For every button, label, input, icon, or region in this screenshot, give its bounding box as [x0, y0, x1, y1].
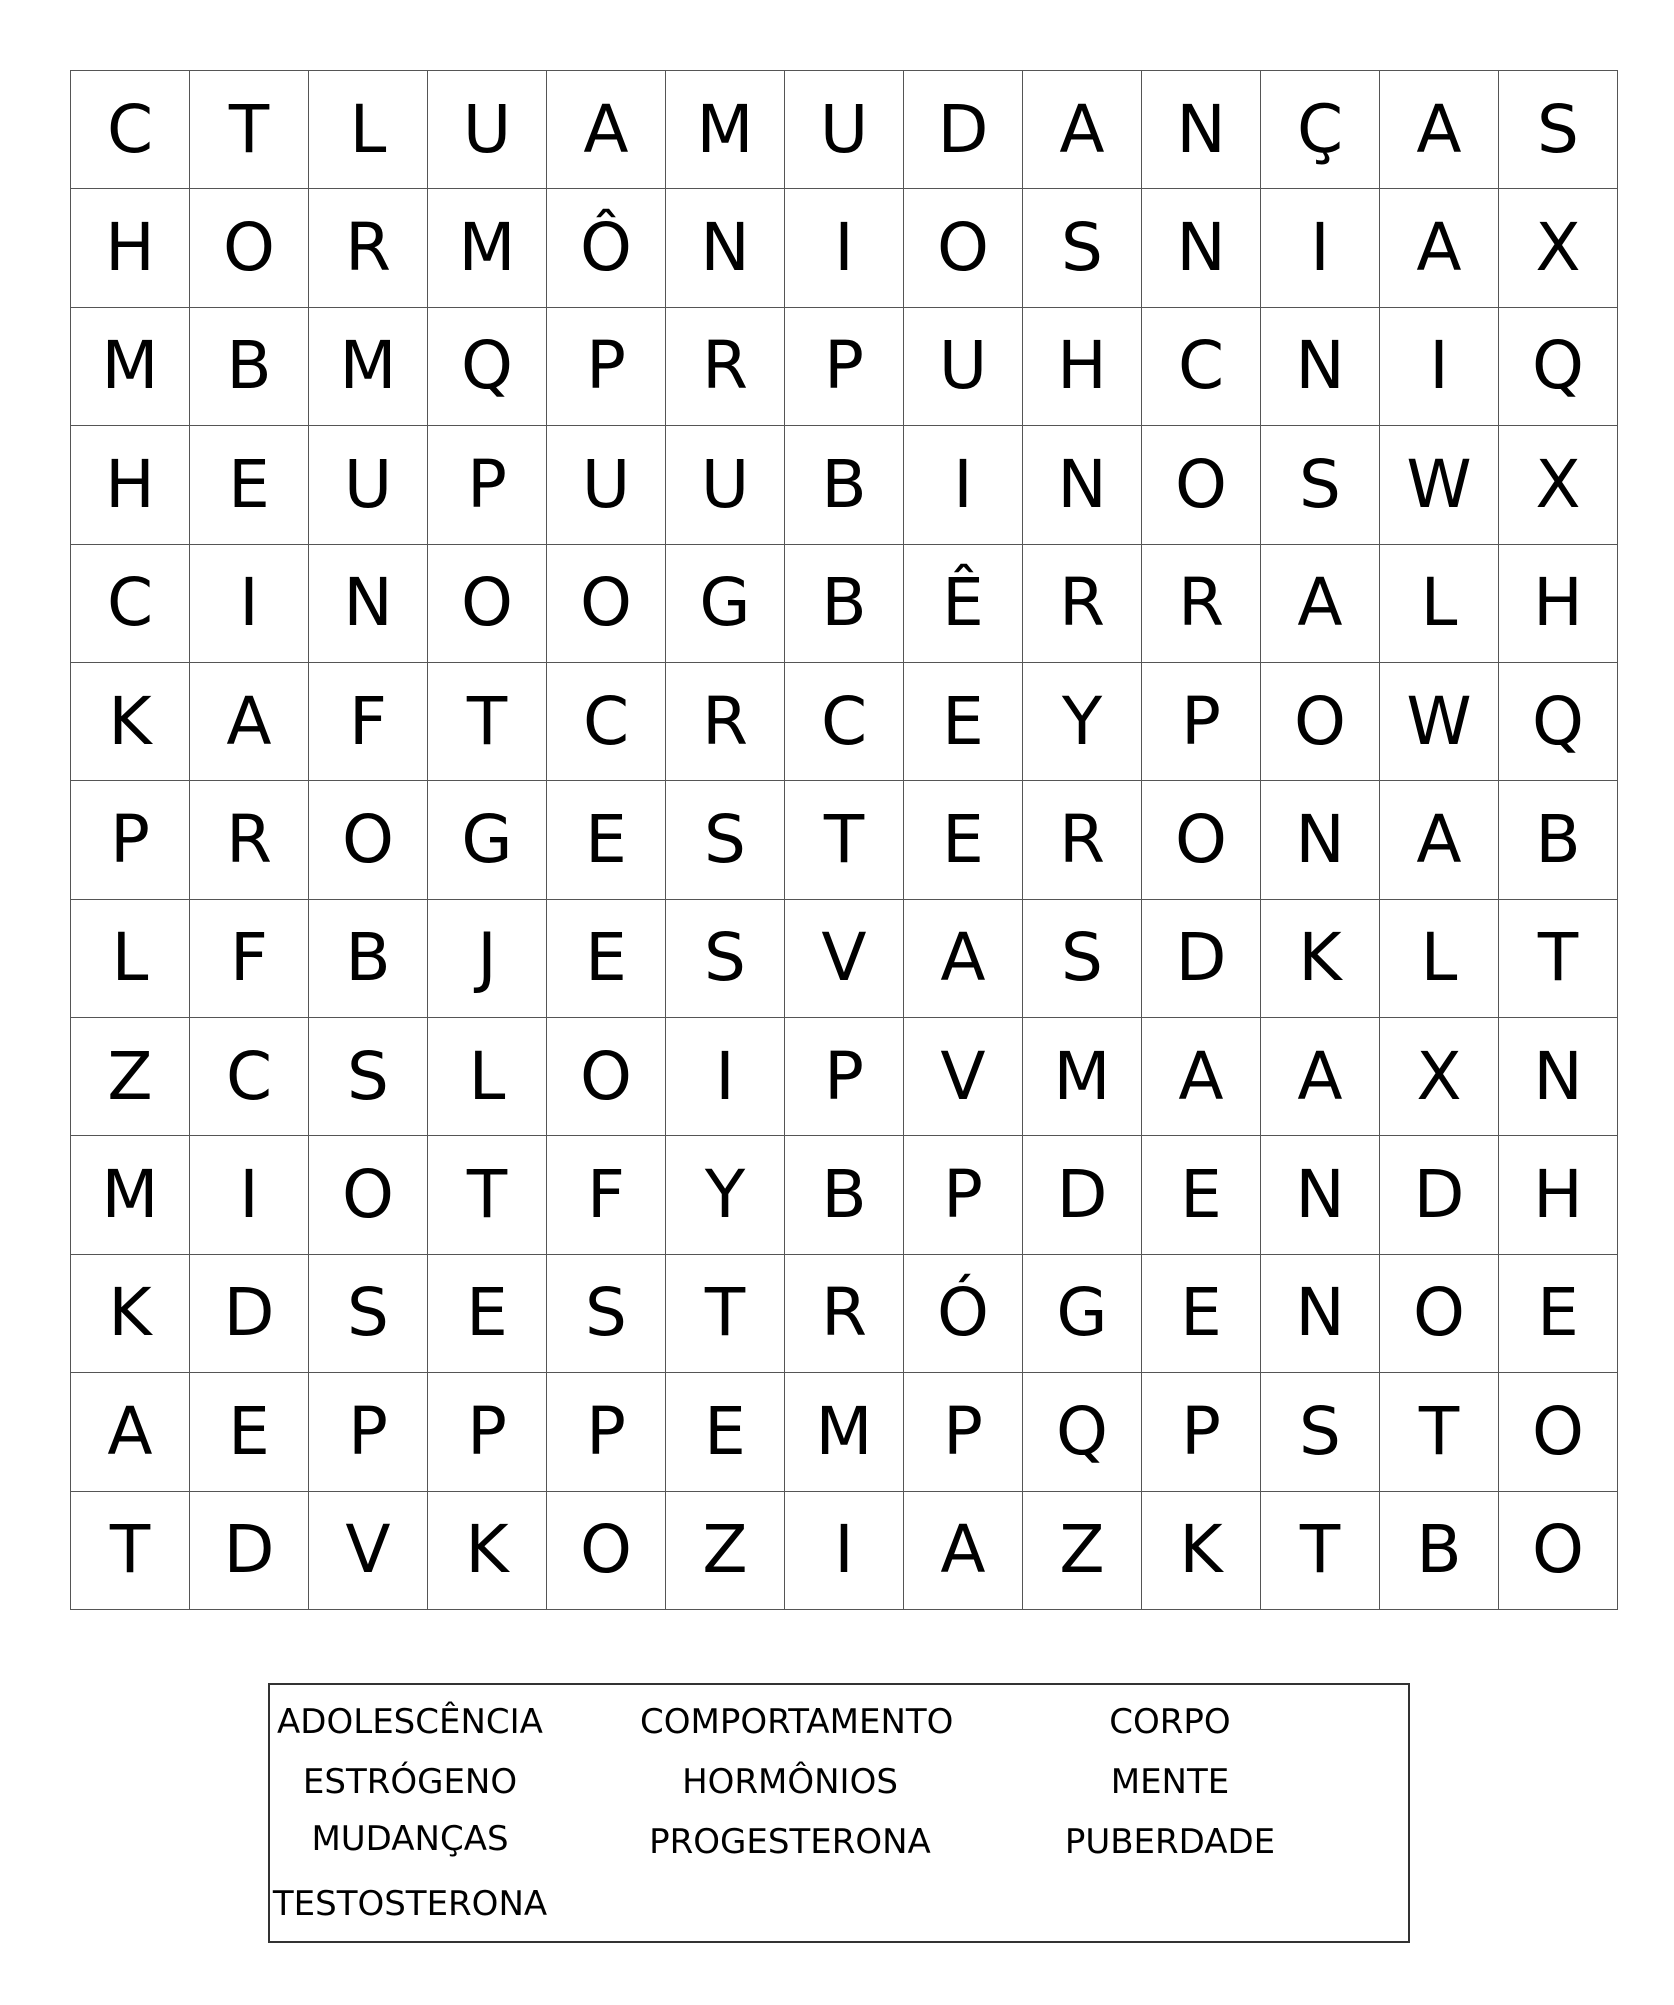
grid-cell: T	[1380, 1373, 1499, 1491]
grid-cell: T	[428, 1136, 547, 1254]
grid-cell: R	[666, 662, 785, 780]
grid-cell: N	[309, 544, 428, 662]
grid-cell: C	[71, 544, 190, 662]
word-search-grid	[70, 70, 1618, 1610]
grid-row	[71, 1254, 1618, 1372]
grid-cell: B	[785, 1136, 904, 1254]
grid-cell: S	[309, 1018, 428, 1136]
grid-cell: S	[309, 1254, 428, 1372]
grid-cell: O	[309, 781, 428, 899]
grid-cell: O	[1380, 1254, 1499, 1372]
grid-cell: G	[1023, 1254, 1142, 1372]
grid-cell: X	[1499, 426, 1618, 544]
grid-cell: P	[428, 1373, 547, 1491]
grid-cell: U	[547, 426, 666, 544]
grid-cell: R	[666, 307, 785, 425]
grid-cell: C	[785, 662, 904, 780]
grid-cell: U	[428, 71, 547, 189]
grid-cell: E	[1142, 1136, 1261, 1254]
grid-cell: X	[1499, 189, 1618, 307]
grid-cell: U	[904, 307, 1023, 425]
grid-cell: I	[785, 189, 904, 307]
grid-cell: P	[547, 307, 666, 425]
grid-cell: M	[71, 1136, 190, 1254]
grid-cell: A	[1261, 1018, 1380, 1136]
grid-cell: Q	[1499, 307, 1618, 425]
grid-cell: P	[1142, 1373, 1261, 1491]
grid-cell: F	[547, 1136, 666, 1254]
grid-row	[71, 899, 1618, 1017]
grid-cell: S	[666, 781, 785, 899]
grid-row	[71, 1491, 1618, 1610]
grid-cell: O	[1261, 662, 1380, 780]
grid-cell: V	[904, 1018, 1023, 1136]
word-adolescencia: ADOLESCÊNCIA	[277, 1702, 543, 1742]
grid-cell: N	[1142, 71, 1261, 189]
grid-cell: Z	[666, 1491, 785, 1610]
grid-cell: B	[190, 307, 309, 425]
grid-cell: O	[904, 189, 1023, 307]
grid-cell: U	[309, 426, 428, 544]
grid-cell: K	[71, 662, 190, 780]
grid-cell: B	[1499, 781, 1618, 899]
grid-cell: P	[71, 781, 190, 899]
grid-cell: D	[1142, 899, 1261, 1017]
grid-cell: G	[428, 781, 547, 899]
grid-cell: D	[1380, 1136, 1499, 1254]
grid-cell: T	[428, 662, 547, 780]
grid-cell: M	[666, 71, 785, 189]
grid-cell: D	[190, 1254, 309, 1372]
grid-cell: H	[1499, 1136, 1618, 1254]
grid-cell: Q	[1499, 662, 1618, 780]
grid-cell: A	[547, 71, 666, 189]
grid-cell: Z	[1023, 1491, 1142, 1610]
grid-cell: S	[666, 899, 785, 1017]
grid-cell: P	[904, 1136, 1023, 1254]
grid-cell: E	[190, 426, 309, 544]
grid-cell: O	[1142, 781, 1261, 899]
grid-cell: Y	[1023, 662, 1142, 780]
grid-cell: V	[785, 899, 904, 1017]
grid-cell: P	[547, 1373, 666, 1491]
grid-cell: P	[309, 1373, 428, 1491]
grid-cell: N	[1142, 189, 1261, 307]
grid-cell: L	[1380, 544, 1499, 662]
grid-cell: O	[309, 1136, 428, 1254]
grid-cell: C	[547, 662, 666, 780]
grid-cell: S	[1023, 189, 1142, 307]
grid-cell: K	[1261, 899, 1380, 1017]
grid-row	[71, 1136, 1618, 1254]
word-mente: MENTE	[1110, 1762, 1230, 1802]
grid-cell: L	[1380, 899, 1499, 1017]
grid-cell: F	[309, 662, 428, 780]
grid-cell: I	[1261, 189, 1380, 307]
grid-cell: A	[1380, 189, 1499, 307]
grid-cell: B	[785, 426, 904, 544]
grid-row	[71, 189, 1618, 307]
grid-cell: R	[1142, 544, 1261, 662]
grid-cell: S	[547, 1254, 666, 1372]
grid-cell: N	[1499, 1018, 1618, 1136]
grid-cell: T	[785, 781, 904, 899]
grid-cell: M	[309, 307, 428, 425]
grid-cell: L	[71, 899, 190, 1017]
grid-cell: E	[428, 1254, 547, 1372]
grid-cell: O	[547, 1491, 666, 1610]
grid-cell: T	[190, 71, 309, 189]
grid-cell: R	[190, 781, 309, 899]
grid-cell: A	[190, 662, 309, 780]
grid-cell: A	[904, 899, 1023, 1017]
word-estrogeno: ESTRÓGENO	[302, 1762, 518, 1802]
grid-cell: D	[190, 1491, 309, 1610]
grid-cell: R	[309, 189, 428, 307]
grid-cell: U	[785, 71, 904, 189]
word-comportamento: COMPORTAMENTO	[640, 1702, 954, 1742]
grid-cell: M	[785, 1373, 904, 1491]
grid-cell: N	[1261, 781, 1380, 899]
grid-cell: U	[666, 426, 785, 544]
grid-cell: V	[309, 1491, 428, 1610]
grid-row	[71, 71, 1618, 189]
grid-cell: Z	[71, 1018, 190, 1136]
grid-row	[71, 307, 1618, 425]
grid-cell: J	[428, 899, 547, 1017]
grid-row	[71, 426, 1618, 544]
grid-cell: O	[1499, 1373, 1618, 1491]
grid-cell: H	[71, 189, 190, 307]
word-mudancas: MUDANÇAS	[311, 1819, 509, 1859]
grid-cell: T	[1499, 899, 1618, 1017]
grid-cell: O	[547, 544, 666, 662]
grid-cell: F	[190, 899, 309, 1017]
word-progesterona: PROGESTERONA	[649, 1822, 931, 1862]
word-corpo: CORPO	[1109, 1702, 1231, 1742]
grid-cell: P	[785, 307, 904, 425]
grid-cell: M	[1023, 1018, 1142, 1136]
grid-cell: I	[1380, 307, 1499, 425]
grid-cell: Ô	[547, 189, 666, 307]
grid-cell: P	[1142, 662, 1261, 780]
grid-cell: L	[428, 1018, 547, 1136]
grid-cell: E	[190, 1373, 309, 1491]
grid-cell: I	[666, 1018, 785, 1136]
grid-cell: Ó	[904, 1254, 1023, 1372]
grid-cell: O	[547, 1018, 666, 1136]
grid-cell: B	[785, 544, 904, 662]
grid-cell: P	[428, 426, 547, 544]
grid-cell: I	[190, 1136, 309, 1254]
grid-cell: B	[309, 899, 428, 1017]
grid-cell: A	[904, 1491, 1023, 1610]
grid-cell: I	[785, 1491, 904, 1610]
grid-cell: M	[428, 189, 547, 307]
grid-cell: T	[666, 1254, 785, 1372]
grid-cell: S	[1261, 1373, 1380, 1491]
grid-cell: G	[666, 544, 785, 662]
grid-cell: H	[1023, 307, 1142, 425]
grid-cell: X	[1380, 1018, 1499, 1136]
grid-cell: O	[1142, 426, 1261, 544]
grid-cell: Ç	[1261, 71, 1380, 189]
grid-cell: Ê	[904, 544, 1023, 662]
grid-cell: E	[547, 899, 666, 1017]
word-puberdade: PUBERDADE	[1064, 1822, 1276, 1862]
grid-cell: R	[1023, 544, 1142, 662]
grid-cell: Q	[428, 307, 547, 425]
grid-cell: T	[1261, 1491, 1380, 1610]
grid-cell: A	[1261, 544, 1380, 662]
grid-cell: N	[1023, 426, 1142, 544]
grid-cell: S	[1261, 426, 1380, 544]
grid-cell: P	[904, 1373, 1023, 1491]
grid-row	[71, 781, 1618, 899]
grid-cell: N	[1261, 1254, 1380, 1372]
grid-cell: I	[904, 426, 1023, 544]
grid-cell: K	[1142, 1491, 1261, 1610]
grid-cell: S	[1023, 899, 1142, 1017]
grid-cell: N	[1261, 307, 1380, 425]
grid-cell: S	[1499, 71, 1618, 189]
grid-cell: Q	[1023, 1373, 1142, 1491]
grid-cell: A	[1380, 71, 1499, 189]
grid-cell: R	[785, 1254, 904, 1372]
grid-cell: E	[1499, 1254, 1618, 1372]
grid-cell: M	[71, 307, 190, 425]
grid-cell: A	[71, 1373, 190, 1491]
grid-cell: K	[71, 1254, 190, 1372]
grid-cell: A	[1023, 71, 1142, 189]
grid-cell: K	[428, 1491, 547, 1610]
grid-cell: A	[1142, 1018, 1261, 1136]
grid-row	[71, 544, 1618, 662]
grid-row	[71, 662, 1618, 780]
grid-cell: O	[1499, 1491, 1618, 1610]
grid-cell: L	[309, 71, 428, 189]
grid-cell: W	[1380, 662, 1499, 780]
grid-cell: P	[785, 1018, 904, 1136]
grid-cell: D	[904, 71, 1023, 189]
grid-cell: O	[428, 544, 547, 662]
grid-cell: E	[904, 662, 1023, 780]
grid-cell: N	[666, 189, 785, 307]
grid-cell: H	[1499, 544, 1618, 662]
grid-cell: O	[190, 189, 309, 307]
grid-cell: C	[1142, 307, 1261, 425]
grid-cell: Y	[666, 1136, 785, 1254]
word-list-box	[268, 1683, 1410, 1943]
grid-cell: R	[1023, 781, 1142, 899]
grid-row	[71, 1373, 1618, 1491]
grid-cell: E	[547, 781, 666, 899]
grid-cell: D	[1023, 1136, 1142, 1254]
grid-cell: W	[1380, 426, 1499, 544]
grid-cell: E	[666, 1373, 785, 1491]
grid-cell: I	[190, 544, 309, 662]
grid-cell: B	[1380, 1491, 1499, 1610]
grid-cell: C	[190, 1018, 309, 1136]
grid-row	[71, 1018, 1618, 1136]
grid-cell: E	[904, 781, 1023, 899]
word-hormonios: HORMÔNIOS	[682, 1762, 898, 1802]
grid-cell: H	[71, 426, 190, 544]
word-testosterona: TESTOSTERONA	[272, 1884, 548, 1924]
grid-cell: A	[1380, 781, 1499, 899]
grid-cell: C	[71, 71, 190, 189]
grid-cell: E	[1142, 1254, 1261, 1372]
grid-cell: T	[71, 1491, 190, 1610]
grid-cell: N	[1261, 1136, 1380, 1254]
